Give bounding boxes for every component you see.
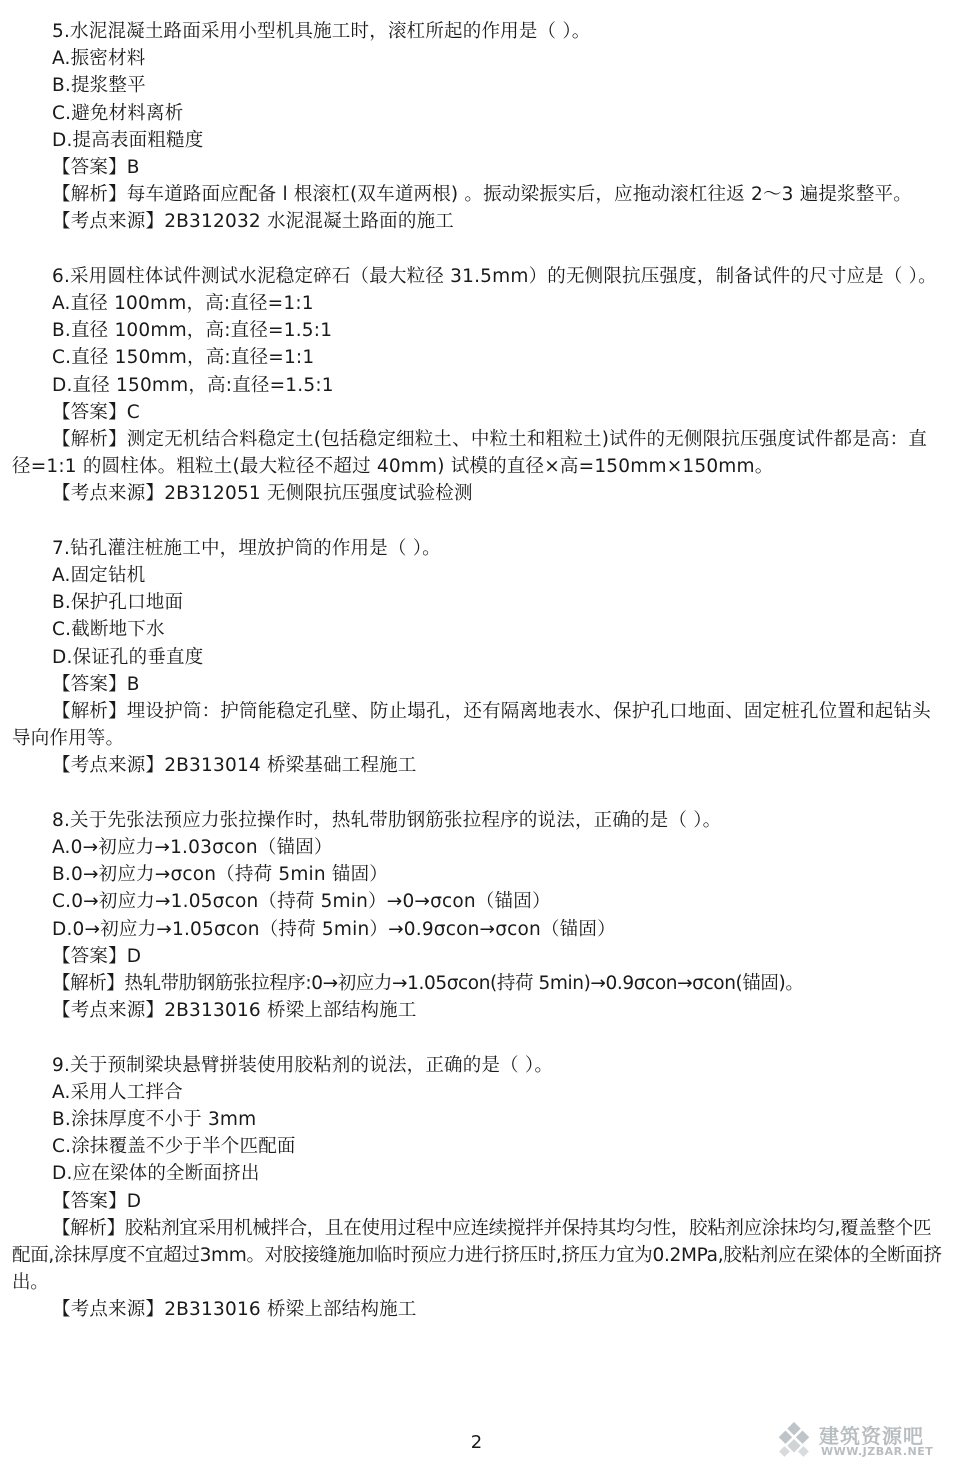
analysis: 【解析】每车道路面应配备 l 根滚杠(双车道两根) 。振动梁振实后，应拖动滚杠往返 2～3 遍提浆整平。 — [52, 184, 912, 206]
analysis: 【解析】测定无机结合料稳定土(包括稳定细粒土、中粒土和粗粒土)试件的无侧限抗压强度试件都是高：直径=1:1 的圆柱体。粗粒土(最大粒径不超过 40mm) 试模的直径×高=150mm×150mm。 — [12, 429, 928, 478]
option-a: A.振密材料 — [52, 48, 146, 70]
question-stem: 5.水泥混凝土路面采用小型机具施工时，滚杠所起的作用是（ ）。 — [52, 21, 591, 42]
option-d: D.应在梁体的全断面挤出 — [52, 1163, 260, 1185]
watermark — [775, 1418, 945, 1462]
answer: 【答案】B — [52, 673, 140, 695]
option-b: B.提浆整平 — [52, 75, 146, 97]
source: 【考点来源】2B313016 桥梁上部结构施工 — [52, 1000, 417, 1022]
answer: 【答案】D — [52, 1190, 142, 1212]
option-d: D.保证孔的垂直度 — [52, 646, 204, 668]
question-9 — [12, 1052, 942, 1324]
option-a: A.采用人工拌合 — [52, 1081, 183, 1103]
answer: 【答案】C — [52, 401, 140, 423]
option-c: C.截断地下水 — [52, 619, 165, 641]
analysis: 【解析】胶粘剂宜采用机械拌合，且在使用过程中应连续搅拌并保持其均匀性，胶粘剂应涂抹均匀,覆盖整个匹配面,涂抹厚度不宜超过3mm。对胶接缝施加临时预应力进行挤压时,挤压力宜为0.2MPa,胶粘剂应在梁体的全断面挤出。 — [12, 1217, 942, 1294]
source: 【考点来源】2B312032 水泥混凝土路面的施工 — [52, 211, 454, 233]
page-number: 2 — [470, 1432, 483, 1453]
option-b: B.涂抹厚度不小于 3mm — [52, 1109, 257, 1131]
question-stem: 9.关于预制梁块悬臂拼装使用胶粘剂的说法，正确的是（ ）。 — [52, 1054, 554, 1076]
option-c: C.0→初应力→1.05σcon（持荷 5min）→0→σcon（锚固） — [52, 891, 551, 913]
document-page — [12, 18, 942, 1324]
option-b: B.0→初应力→σcon（持荷 5min 锚固） — [52, 864, 389, 886]
diamond-logo-icon — [775, 1422, 813, 1460]
option-d: D.0→初应力→1.05σcon（持荷 5min）→0.9σcon→σcon（锚固） — [52, 918, 616, 940]
spacer — [12, 1024, 942, 1051]
question-stem: 8.关于先张法预应力张拉操作时，热轧带肋钢筋张拉程序的说法，正确的是（ ）。 — [52, 809, 722, 831]
watermark-name: 建筑资源吧 — [819, 1424, 924, 1448]
question-6 — [12, 263, 942, 508]
option-c: C.涂抹覆盖不少于半个匹配面 — [52, 1136, 296, 1158]
option-a: A.固定钻机 — [52, 565, 146, 587]
question-stem: 6.采用圆柱体试件测试水泥稳定碎石（最大粒径 31.5mm）的无侧限抗压强度，制备试件的尺寸应是（ ）。 — [52, 265, 937, 287]
analysis: 【解析】热轧带肋钢筋张拉程序:0→初应力→1.05σcon(持荷 5min)→0.9σcon→σcon(锚固)。 — [52, 973, 804, 995]
option-a: A.直径 100mm，高:直径=1:1 — [52, 293, 314, 315]
source: 【考点来源】2B313014 桥梁基础工程施工 — [52, 755, 417, 777]
spacer — [12, 236, 942, 263]
option-d: D.直径 150mm，高:直径=1.5:1 — [52, 374, 334, 396]
option-c: C.直径 150mm，高:直径=1:1 — [52, 347, 315, 369]
option-b: B.保护孔口地面 — [52, 592, 184, 614]
question-7 — [12, 535, 942, 780]
option-c: C.避免材料离析 — [52, 102, 184, 124]
answer: 【答案】B — [52, 157, 140, 179]
source: 【考点来源】2B312051 无侧限抗压强度试验检测 — [52, 483, 473, 505]
source: 【考点来源】2B313016 桥梁上部结构施工 — [52, 1299, 417, 1321]
question-5 — [12, 18, 942, 236]
option-d: D.提高表面粗糙度 — [52, 129, 204, 151]
answer: 【答案】D — [52, 945, 142, 967]
question-stem: 7.钻孔灌注桩施工中，埋放护筒的作用是（ ）。 — [52, 537, 441, 559]
option-b: B.直径 100mm，高:直径=1.5:1 — [52, 320, 333, 342]
spacer — [12, 508, 942, 535]
option-a: A.0→初应力→1.03σcon（锚固） — [52, 837, 333, 859]
spacer — [12, 780, 942, 807]
question-8 — [12, 807, 942, 1025]
analysis: 【解析】埋设护筒：护筒能稳定孔壁、防止塌孔，还有隔离地表水、保护孔口地面、固定桩孔位置和起钻头导向作用等。 — [12, 701, 931, 750]
watermark-url: WWW.JZBAR.NET — [821, 1445, 934, 1458]
